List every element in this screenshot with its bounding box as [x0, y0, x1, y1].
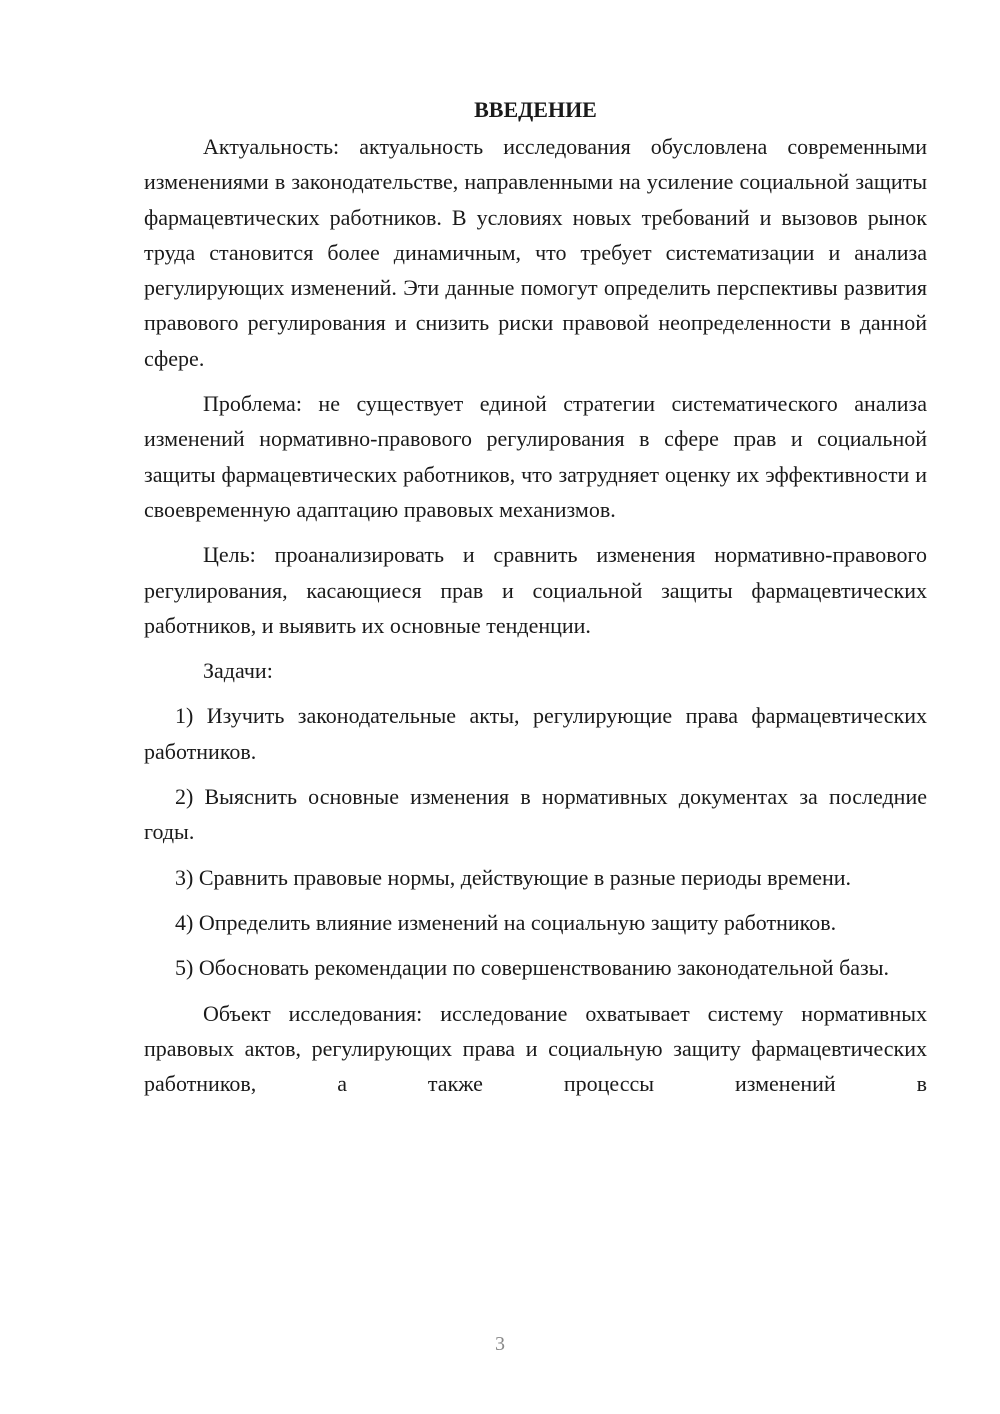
- problem-paragraph: Проблема: не существует единой стратегии систематического анализа изменений нормативно-правового регулирования в сфере прав и социальной защиты фармацевтических работников, что затрудняет оценку их эффективности и своевременную адаптацию правовых механизмов.: [144, 391, 927, 522]
- goal-paragraph: Цель: проанализировать и сравнить изменения нормативно-правового регулирования, касающиеся прав и социальной защиты фармацевтических работников, и выявить их основные тенденции.: [144, 542, 927, 638]
- page-number: 3: [495, 1333, 505, 1355]
- task-item-5: 5) Обосновать рекомендации по совершенствованию законодательной базы.: [175, 955, 890, 981]
- relevance-paragraph: Актуальность: актуальность исследования обусловлена современными изменениями в законодательстве, направленными на усиление социальной защиты фармацевтических работников. В условиях новых требований и вызовов рынок труда становится более динамичным, что требует систематизации и анализа регулирующих изменений. Эти данные помогут определить перспективы развития правового регулирования и снизить риски правовой неопределенности в данной сфере.: [144, 134, 927, 371]
- task-item-1: 1) Изучить законодательные акты, регулирующие права фармацевтических работников.: [144, 703, 927, 764]
- task-item-2: 2) Выяснить основные изменения в нормативных документах за последние годы.: [144, 784, 927, 845]
- document-page: [144, 92, 927, 1111]
- task-item-3: 3) Сравнить правовые нормы, действующие в разные периоды времени.: [175, 864, 852, 890]
- tasks-heading: Задачи:: [203, 658, 273, 684]
- object-paragraph: Объект исследования: исследование охватывает систему нормативных правовых актов, регулирующих права и социальную защиту фармацевтических работников, а также процессы изменений в: [144, 1000, 927, 1097]
- task-item-4: 4) Определить влияние изменений на социальную защиту работников.: [175, 909, 837, 935]
- section-title: ВВЕДЕНИЕ: [474, 97, 597, 122]
